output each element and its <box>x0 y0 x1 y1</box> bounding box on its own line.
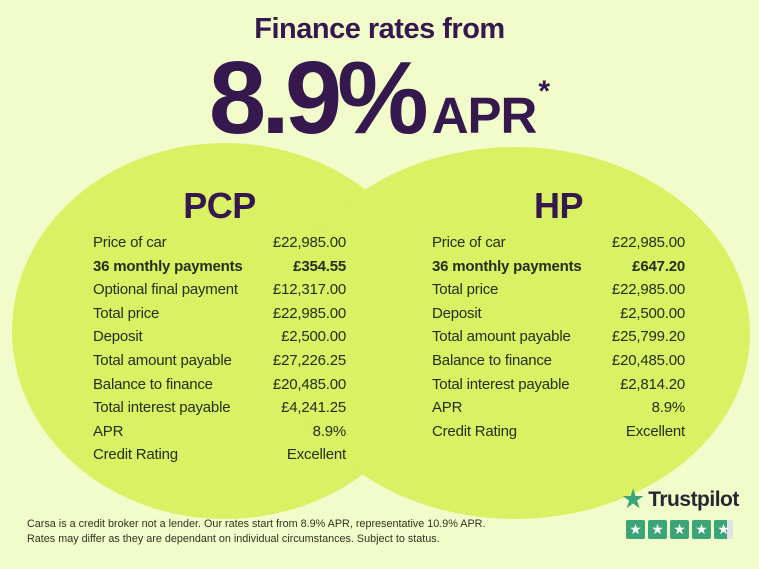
row-value: £22,985.00 <box>611 281 685 299</box>
row-value: 8.9% <box>312 422 346 440</box>
pcp-finance-table <box>93 186 346 467</box>
row-value: £22,985.00 <box>611 234 685 251</box>
pcp-table-rows <box>93 231 346 467</box>
row-value: Excellent <box>625 422 685 440</box>
disclaimer-line-1: Carsa is a credit broker not a lender. Our rates start from 8.9% APR, representative 10.9% APR. <box>27 518 486 530</box>
row-label: Optional final payment <box>93 281 238 299</box>
rating-star-box <box>714 520 733 539</box>
rating-star-box <box>648 520 667 539</box>
trustpilot-rating-stars <box>626 520 733 539</box>
row-label: 36 monthly payments <box>93 257 243 275</box>
table-row <box>93 420 346 444</box>
row-label: Total amount payable <box>93 351 232 369</box>
row-value: £2,500.00 <box>620 304 685 322</box>
table-row <box>432 302 685 326</box>
row-value: 8.9% <box>651 399 685 417</box>
hp-table-title: HP <box>533 185 583 226</box>
row-label: Deposit <box>93 328 143 346</box>
trustpilot-logo <box>621 486 739 513</box>
row-value: £647.20 <box>632 257 685 275</box>
row-label: Price of car <box>432 234 506 251</box>
table-row <box>93 231 346 255</box>
headline-rate <box>0 40 759 155</box>
rating-star-box <box>670 520 689 539</box>
table-row <box>432 373 685 397</box>
table-row <box>432 255 685 279</box>
disclaimer-line-2: Rates may differ as they are dependant on individual circumstances. Subject to status. <box>27 532 440 545</box>
table-row <box>93 349 346 373</box>
rate-value: 8.9% <box>208 40 424 155</box>
table-row <box>93 443 346 467</box>
row-value: Excellent <box>286 446 346 464</box>
row-value: £2,814.20 <box>620 375 685 393</box>
row-label: Deposit <box>432 304 482 322</box>
row-label: Credit Rating <box>432 422 517 440</box>
asterisk-footnote-marker: * <box>538 75 551 108</box>
trustpilot-star-icon: ★ <box>621 484 646 514</box>
star-icon: ★ <box>695 521 708 537</box>
row-label: 36 monthly payments <box>432 257 582 275</box>
table-row <box>93 278 346 302</box>
row-label: Price of car <box>93 234 167 251</box>
row-label: Balance to finance <box>93 375 213 393</box>
row-value: £20,485.00 <box>611 351 685 369</box>
row-label: Total price <box>93 304 160 322</box>
row-label: Total price <box>432 281 499 299</box>
row-value: £4,241.25 <box>281 399 346 417</box>
row-value: £27,226.25 <box>272 351 346 369</box>
row-label: Credit Rating <box>93 446 178 464</box>
rating-star-box <box>692 520 711 539</box>
row-value: £12,317.00 <box>272 281 346 299</box>
legal-disclaimer <box>27 517 547 547</box>
row-value: £22,985.00 <box>272 234 346 251</box>
trustpilot-brand-name: Trustpilot <box>648 487 739 511</box>
star-icon: ★ <box>651 521 664 537</box>
row-value: £20,485.00 <box>272 375 346 393</box>
table-row <box>432 396 685 420</box>
table-row <box>93 373 346 397</box>
hp-table-rows <box>432 231 685 443</box>
kicker-text: Finance rates from <box>254 13 505 45</box>
table-row <box>432 420 685 444</box>
table-row <box>432 349 685 373</box>
star-icon: ★ <box>717 521 730 537</box>
star-icon: ★ <box>673 521 686 537</box>
row-label: Total interest payable <box>93 399 231 417</box>
row-label: Balance to finance <box>432 351 552 369</box>
table-row <box>432 231 685 255</box>
row-value: £2,500.00 <box>281 328 346 346</box>
table-row <box>432 325 685 349</box>
rating-star-box <box>626 520 645 539</box>
row-value: £25,799.20 <box>611 328 685 346</box>
row-label: Total interest payable <box>432 375 570 393</box>
table-row <box>432 278 685 302</box>
hp-finance-table <box>432 186 685 443</box>
table-row <box>93 325 346 349</box>
pcp-table-title: PCP <box>183 185 256 226</box>
table-row <box>93 302 346 326</box>
row-label: Total amount payable <box>432 328 571 346</box>
table-row <box>93 396 346 420</box>
apr-label: APR <box>431 87 537 144</box>
row-value: £354.55 <box>293 257 346 275</box>
row-value: £22,985.00 <box>272 304 346 322</box>
star-icon: ★ <box>629 521 642 537</box>
row-label: APR <box>93 422 124 440</box>
table-row <box>93 255 346 279</box>
row-label: APR <box>432 399 463 417</box>
